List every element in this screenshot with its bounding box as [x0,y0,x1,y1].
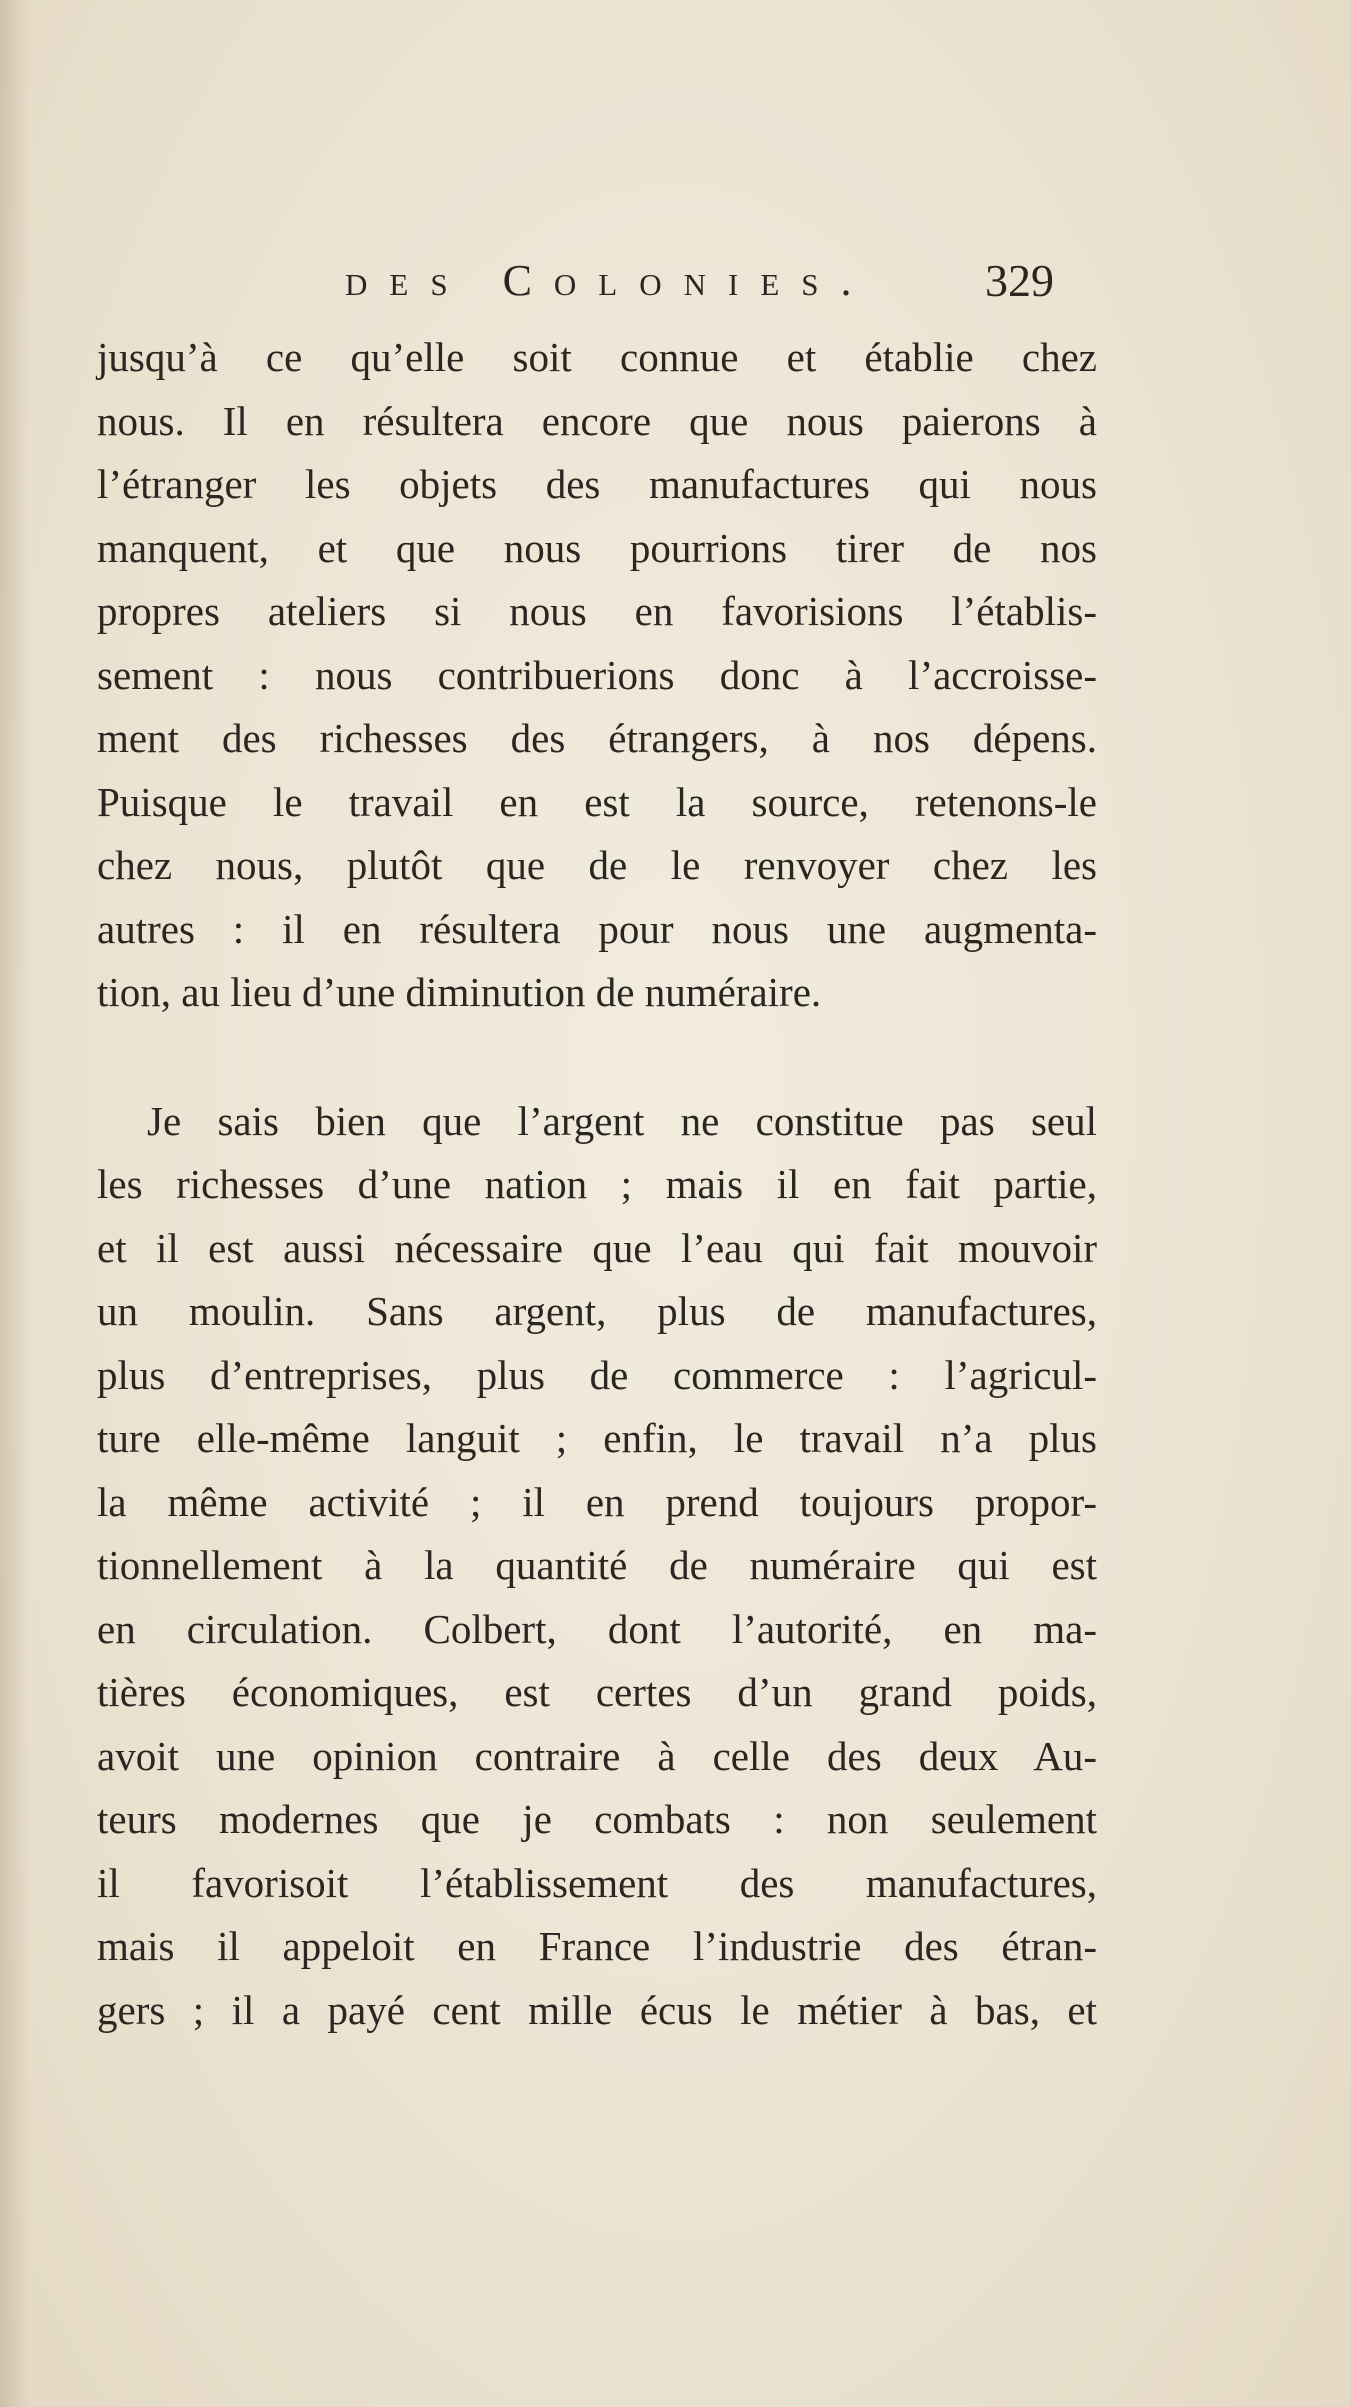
paragraph [97,326,1097,1025]
text-line: ment des richesses des étrangers, à nos dépens. [97,715,1097,761]
paragraph-gap [97,1025,1097,1090]
text-line: sement : nous contribuerions donc à l’accroisse- [97,651,1097,698]
text-line: la même activité ; il en prend toujours propor- [97,1478,1097,1525]
text-line: l’étranger les objets des manufactures qui nous [97,461,1097,507]
text-line: tières économiques, est certes d’un grand poids, [97,1669,1097,1715]
text-line: avoit une opinion contraire à celle des deux Au- [97,1732,1097,1779]
text-line: ture elle-même languit ; enfin, le travail n’a plus [97,1415,1097,1461]
text-line: et il est aussi nécessaire que l’eau qui fait mouvoir [97,1224,1097,1271]
text-line: manquent, et que nous pourrions tirer de nos [97,524,1097,571]
page-edge-shadow [0,0,30,2407]
page-number: 329 [985,255,1054,306]
text-line: jusqu’à ce qu’elle soit connue et établie chez [97,334,1097,380]
text-line: les richesses d’une nation ; mais il en fait partie, [97,1161,1097,1207]
text-line: en circulation. Colbert, dont l’autorité, en ma- [97,1605,1097,1652]
body-text [97,326,1097,2042]
running-head [0,246,1351,316]
text-line: teurs modernes que je combats : non seulement [97,1796,1097,1842]
text-line: tion, au lieu d’une diminution de numéraire. [97,969,822,1015]
paragraph [97,1090,1097,2043]
text-line: autres : il en résultera pour nous une augmenta- [97,905,1097,952]
running-title: des Colonies. [345,256,874,305]
text-line: il favorisoit l’établissement des manufactures, [97,1859,1097,1906]
text-line: Puisque le travail en est la source, retenons-le [97,778,1097,825]
text-line: plus d’entreprises, plus de commerce : l’agricul- [97,1351,1097,1398]
text-line: un moulin. Sans argent, plus de manufactures, [97,1288,1097,1334]
text-line: mais il appeloit en France l’industrie des étran- [97,1923,1097,1969]
text-line: Je sais bien que l’argent ne constitue pas seul [147,1097,1097,1144]
text-line: nous. Il en résultera encore que nous paierons à [97,397,1097,444]
text-line: gers ; il a payé cent mille écus le métier à bas, et [97,1986,1097,2033]
text-line: chez nous, plutôt que de le renvoyer chez les [97,842,1097,888]
text-line: propres ateliers si nous en favorisions l’établis- [97,588,1097,634]
text-line: tionnellement à la quantité de numéraire qui est [97,1542,1097,1588]
